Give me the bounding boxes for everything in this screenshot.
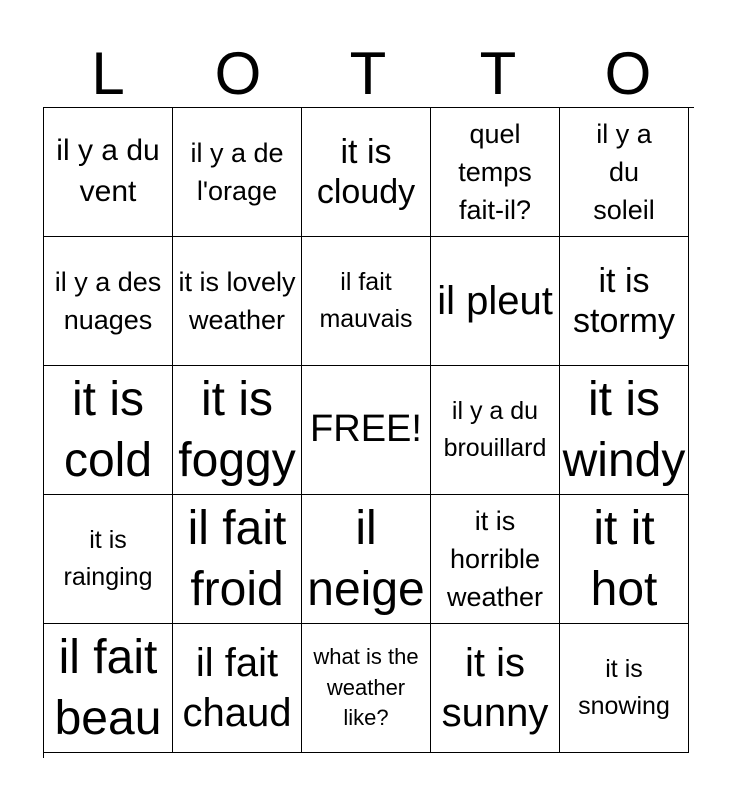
cell-text: it is cold [63,372,153,487]
board-cell-r3-c4[interactable] [431,366,560,495]
cell-text: il pleut [437,279,553,323]
cell-text: il fait froid [187,501,287,616]
board-cell-r1-c3[interactable] [302,108,431,237]
bingo-board [43,107,694,758]
cell-text: it is windy [562,372,686,487]
cell-text: il fait chaud [182,641,292,735]
cell-text: it is sunny [441,641,549,735]
cell-text: it is lovely weather [178,266,296,335]
board-cell-r2-c1[interactable] [44,237,173,366]
board-cell-r1-c1[interactable] [44,108,173,237]
cell-text: il y a du brouillard [443,396,547,462]
cell-text: il y a du vent [56,134,160,208]
board-cell-r2-c3[interactable] [302,237,431,366]
cell-text: il neige [307,501,425,616]
board-cell-r2-c4[interactable] [431,237,560,366]
cell-text: it is foggy [178,372,296,487]
board-cell-r2-c5[interactable] [560,237,689,366]
free-space[interactable] [302,366,431,495]
board-cell-r5-c5[interactable] [560,624,689,753]
board-cell-r1-c5[interactable] [560,108,689,237]
board-cell-r5-c2[interactable] [173,624,302,753]
cell-text: il fait mauvais [319,267,413,333]
board-cell-r2-c2[interactable] [173,237,302,366]
title-letter-1: L [91,40,125,107]
board-cell-r4-c5[interactable] [560,495,689,624]
board-cell-r4-c3[interactable] [302,495,431,624]
cell-text: il y a de l'orage [190,137,284,206]
board-cell-r4-c1[interactable] [44,495,173,624]
cell-text: quel temps fait-il? [458,118,532,226]
board-cell-r3-c5[interactable] [560,366,689,495]
cell-text: what is the weather like? [313,644,419,731]
board-cell-r5-c1[interactable] [44,624,173,753]
free-text: FREE! [310,408,422,451]
title-letter-4: T [479,40,517,107]
board-cell-r1-c4[interactable] [431,108,560,237]
cell-text: it is cloudy [316,132,416,211]
board-cell-r3-c1[interactable] [44,366,173,495]
board-cell-r3-c2[interactable] [173,366,302,495]
cell-text: il fait beau [54,630,162,745]
cell-text: it is horrible weather [446,505,544,613]
title-letter-2: O [214,40,262,107]
cell-text: it is snowing [578,654,670,720]
board-cell-r5-c4[interactable] [431,624,560,753]
title-letter-3: T [349,40,387,107]
cell-text: it is rainging [63,525,153,591]
board-cell-r1-c2[interactable] [173,108,302,237]
cell-text: it is stormy [573,261,675,340]
cell-text: il y a des nuages [54,266,162,335]
title-letter-5: O [604,40,652,107]
lotto-title [43,40,693,108]
board-cell-r4-c2[interactable] [173,495,302,624]
board-cell-r4-c4[interactable] [431,495,560,624]
board-cell-r5-c3[interactable] [302,624,431,753]
cell-text: il y a du soleil [593,118,655,226]
cell-text: it it hot [590,501,658,616]
